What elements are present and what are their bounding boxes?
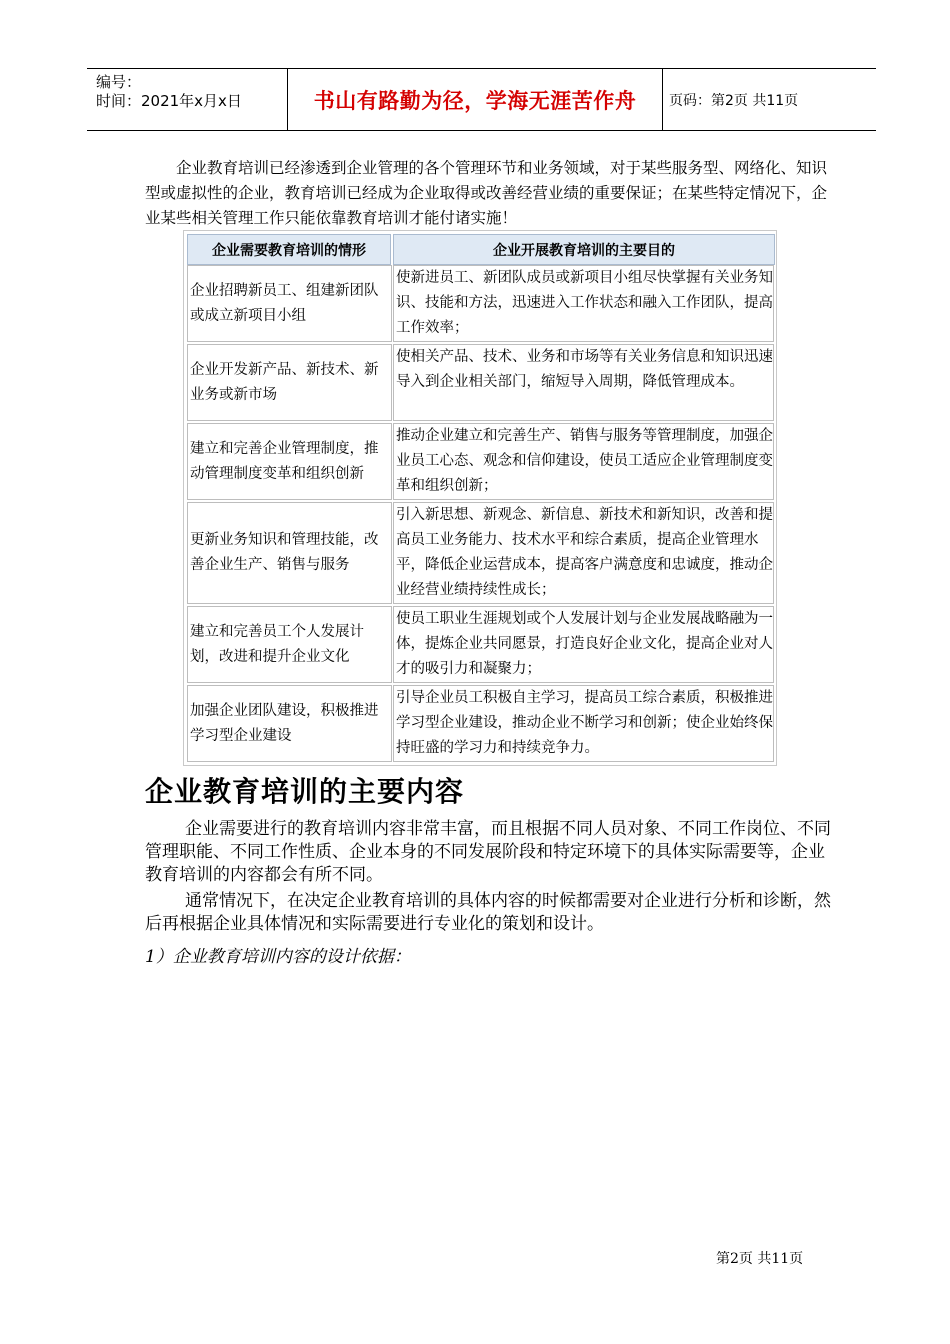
number-label: 编号：: [96, 73, 142, 91]
motto: 书山有路勤为径，学海无涯苦作舟: [313, 88, 637, 113]
table-cell-purpose: 引导企业员工积极自主学习，提高员工综合素质，积极推进学习型企业建设，推动企业不断学习和创新；使企业始终保持旺盛的学习力和持续竞争力。: [393, 685, 774, 762]
header-meta: [96, 73, 286, 111]
header-motto-cell: [287, 69, 663, 130]
section-title: 企业教育培训的主要内容: [145, 775, 465, 808]
intro-paragraph: 企业教育培训已经渗透到企业管理的各个管理环节和业务领域，对于某些服务型、网络化、知识型或虚拟性的企业，教育培训已经成为企业取得或改善经营业绩的重要保证；在某些特定情况下，企业某些相关管理工作只能依靠教育培训才能付诸实施！: [145, 159, 828, 227]
body-paragraph: 通常情况下，在决定企业教育培训的具体内容的时候都需要对企业进行分析和诊断，然后再根据企业具体情况和实际需要进行专业化的策划和设计。: [145, 891, 831, 934]
body-paragraph: 企业需要进行的教育培训内容非常丰富，而且根据不同人员对象、不同工作岗位、不同管理职能、不同工作性质、企业本身的不同发展阶段和特定环境下的具体实际需要等，企业教育培训的内容都会有所不同。: [145, 819, 831, 885]
table-cell-purpose: 引入新思想、新观念、新信息、新技术和新知识，改善和提高员工业务能力、技术水平和综合素质，提高企业管理水平，降低企业运营成本，提高客户满意度和忠诚度，推动企业经营业绩持续性成长；: [393, 502, 774, 604]
page-label: 页码：第2页 共11页: [669, 92, 799, 109]
page-header: [87, 68, 876, 131]
table-header-purpose: 企业开展教育培训的主要目的: [393, 234, 775, 265]
page-footer: 第2页 共11页: [716, 1251, 804, 1267]
list-item-heading: 1）企业教育培训内容的设计依据：: [145, 947, 411, 967]
table-cell-situation: 加强企业团队建设，积极推进学习型企业建设: [187, 685, 392, 762]
table-cell-situation: 更新业务知识和管理技能，改善企业生产、销售与服务: [187, 502, 392, 604]
table-cell-situation: 企业开发新产品、新技术、新业务或新市场: [187, 344, 392, 421]
header-page-cell: [669, 69, 798, 130]
table-cell-situation: 建立和完善员工个人发展计划，改进和提升企业文化: [187, 606, 392, 683]
time-label: 时间：2021年x月x日: [96, 92, 242, 110]
table-cell-purpose: 使新进员工、新团队成员或新项目小组尽快掌握有关业务知识、技能和方法，迅速进入工作状态和融入工作团队，提高工作效率；: [393, 265, 774, 342]
table-cell-purpose: 推动企业建立和完善生产、销售与服务等管理制度，加强企业员工心态、观念和信仰建设，使员工适应企业管理制度变革和组织创新；: [393, 423, 774, 500]
table-cell-purpose: 使相关产品、技术、业务和市场等有关业务信息和知识迅速导入到企业相关部门，缩短导入周期，降低管理成本。: [393, 344, 774, 421]
table-cell-purpose: 使员工职业生涯规划或个人发展计划与企业发展战略融为一体，提炼企业共同愿景，打造良好企业文化，提高企业对人才的吸引力和凝聚力；: [393, 606, 774, 683]
training-table: [183, 230, 777, 766]
table-cell-situation: 建立和完善企业管理制度，推动管理制度变革和组织创新: [187, 423, 392, 500]
table-header-situation: 企业需要教育培训的情形: [187, 234, 391, 265]
table-cell-situation: 企业招聘新员工、组建新团队或成立新项目小组: [187, 265, 392, 342]
